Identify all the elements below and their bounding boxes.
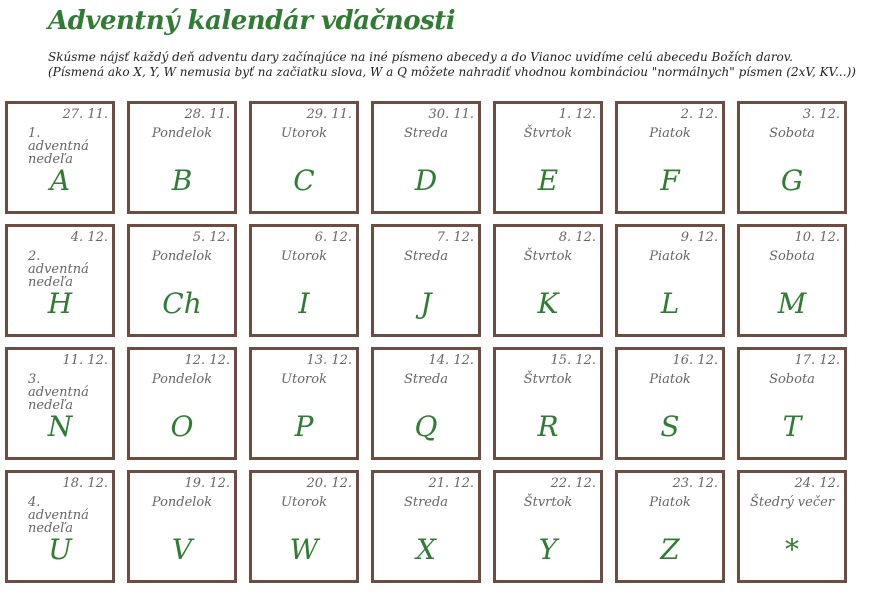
calendar-cell — [615, 101, 725, 214]
cell-day: Piatok — [649, 372, 691, 387]
cell-letter: Y — [538, 533, 558, 566]
cell-day: Streda — [403, 126, 449, 141]
cell-letter: B — [171, 164, 193, 197]
cell-date: 3. 12. — [802, 107, 840, 122]
cell-date: 24. 12. — [794, 476, 840, 491]
cell-day: Utorok — [281, 372, 327, 387]
cell-letter: X — [416, 533, 436, 566]
cell-day: Pondelok — [151, 372, 213, 387]
cell-date: 18. 12. — [62, 476, 108, 491]
calendar-cell — [371, 101, 481, 214]
intro-text — [48, 50, 856, 80]
calendar-cell — [5, 347, 115, 460]
page-title: Adventný kalendár vďačnosti — [48, 6, 456, 36]
calendar-cell — [737, 224, 847, 337]
cell-letter: M — [777, 287, 807, 320]
calendar-cell — [127, 470, 237, 583]
calendar-cell — [5, 101, 115, 214]
calendar-cell — [737, 470, 847, 583]
cell-day: Sobota — [769, 249, 815, 264]
cell-letter: F — [660, 164, 680, 197]
cell-day: Štvrtok — [523, 126, 573, 141]
cell-letter: U — [48, 533, 72, 566]
cell-date: 5. 12. — [192, 230, 230, 245]
calendar-cell — [493, 101, 603, 214]
calendar-cell — [127, 101, 237, 214]
cell-letter: D — [414, 164, 438, 197]
cell-letter: V — [171, 533, 193, 566]
cell-day: Piatok — [649, 495, 691, 510]
calendar-cell — [249, 101, 359, 214]
cell-date: 12. 12. — [184, 353, 230, 368]
cell-date: 9. 12. — [680, 230, 718, 245]
calendar-cell — [493, 224, 603, 337]
cell-letter: Q — [414, 410, 438, 443]
cell-day: Štvrtok — [523, 372, 573, 387]
cell-day: Streda — [403, 249, 449, 264]
cell-day: Piatok — [649, 249, 691, 264]
cell-date: 27. 11. — [62, 107, 108, 122]
calendar-cell — [737, 101, 847, 214]
cell-day: Utorok — [281, 126, 327, 141]
cell-day: 4. adventná nedeľa — [28, 495, 89, 536]
cell-day: Štvrtok — [523, 495, 573, 510]
cell-letter: S — [660, 410, 680, 443]
cell-letter: R — [537, 410, 559, 443]
cell-letter: E — [537, 164, 559, 197]
cell-letter: Z — [660, 533, 680, 566]
calendar-cell — [249, 347, 359, 460]
calendar-cell — [371, 470, 481, 583]
calendar-cell — [5, 470, 115, 583]
cell-date: 1. 12. — [558, 107, 596, 122]
cell-date: 6. 12. — [314, 230, 352, 245]
cell-day: Sobota — [769, 126, 815, 141]
cell-letter: K — [537, 287, 559, 320]
calendar-cell — [737, 347, 847, 460]
calendar-cell — [371, 347, 481, 460]
cell-letter: Ch — [162, 287, 202, 320]
cell-date: 29. 11. — [306, 107, 352, 122]
calendar-cell — [615, 470, 725, 583]
cell-day: Utorok — [281, 495, 327, 510]
cell-day: Streda — [403, 495, 449, 510]
cell-letter: C — [293, 164, 315, 197]
cell-day: Utorok — [281, 249, 327, 264]
cell-letter: P — [294, 410, 314, 443]
cell-date: 23. 12. — [672, 476, 718, 491]
cell-letter: A — [49, 164, 71, 197]
calendar-cell — [127, 347, 237, 460]
cell-day: Piatok — [649, 126, 691, 141]
cell-date: 19. 12. — [184, 476, 230, 491]
cell-date: 14. 12. — [428, 353, 474, 368]
cell-date: 2. 12. — [680, 107, 718, 122]
cell-day: Pondelok — [151, 249, 213, 264]
cell-day: 1. adventná nedeľa — [28, 126, 89, 167]
cell-date: 16. 12. — [672, 353, 718, 368]
intro-line-2: (Písmená ako X, Y, W nemusia byť na začiatku slova, W a Q môžete nahradiť vhodnou kombináciou "normálnych" písmen (2xV, KV...)) — [48, 65, 856, 79]
calendar-cell — [5, 224, 115, 337]
cell-date: 15. 12. — [550, 353, 596, 368]
cell-day: Streda — [403, 372, 449, 387]
calendar-cell — [615, 347, 725, 460]
calendar-cell — [493, 347, 603, 460]
cell-date: 8. 12. — [558, 230, 596, 245]
cell-date: 10. 12. — [794, 230, 840, 245]
cell-day: Pondelok — [151, 495, 213, 510]
cell-letter: L — [660, 287, 680, 320]
calendar-cell — [249, 224, 359, 337]
cell-letter: I — [298, 287, 310, 320]
cell-date: 13. 12. — [306, 353, 352, 368]
cell-day: 3. adventná nedeľa — [28, 372, 89, 413]
cell-date: 20. 12. — [306, 476, 352, 491]
cell-date: 22. 12. — [550, 476, 596, 491]
calendar-cell — [371, 224, 481, 337]
cell-date: 28. 11. — [184, 107, 230, 122]
calendar-cell — [249, 470, 359, 583]
cell-date: 17. 12. — [794, 353, 840, 368]
cell-letter: N — [47, 410, 73, 443]
cell-day: Sobota — [769, 372, 815, 387]
cell-date: 21. 12. — [428, 476, 474, 491]
cell-letter: J — [420, 287, 432, 320]
calendar-cell — [127, 224, 237, 337]
intro-line-1: Skúsme nájsť každý deň adventu dary začínajúce na iné písmeno abecedy a do Vianoc uvidíme celú abecedu Božích darov. — [48, 50, 793, 64]
cell-date: 30. 11. — [428, 107, 474, 122]
cell-letter: W — [289, 533, 319, 566]
cell-date: 4. 12. — [70, 230, 108, 245]
cell-letter: H — [47, 287, 73, 320]
cell-day: Štedrý večer — [749, 495, 835, 510]
cell-day: Pondelok — [151, 126, 213, 141]
calendar-cell — [493, 470, 603, 583]
cell-date: 7. 12. — [436, 230, 474, 245]
calendar-cell — [615, 224, 725, 337]
cell-letter: * — [785, 533, 799, 566]
cell-letter: T — [782, 410, 802, 443]
cell-letter: G — [780, 164, 804, 197]
cell-day: Štvrtok — [523, 249, 573, 264]
cell-date: 11. 12. — [62, 353, 108, 368]
cell-letter: O — [170, 410, 194, 443]
cell-day: 2. adventná nedeľa — [28, 249, 89, 290]
